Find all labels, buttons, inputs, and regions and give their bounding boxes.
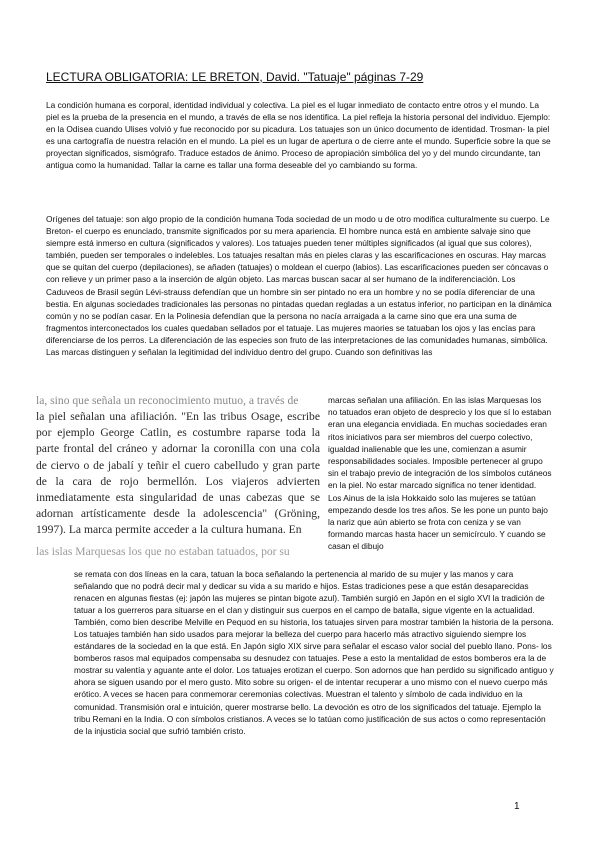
clipping-top-cut-line: la, sino que señala un reconocimiento mutuo, a través de <box>36 394 299 407</box>
paragraph-intro: La condición humana es corporal, identidad individual y colectiva. La piel es el lugar inmediato de contacto entre otros y el mundo. La piel es la prueba de la presencia en el mundo, a través de ella se nos identifica. La piel refleja la historia personal del individuo. Ejemplo: en la Odisea cuando Ulises volvió y fue reconocido por su picadura. Los tatuajes son un único documento de identidad. Trosman- la piel es una cartografía de nuestra relación en el mundo. La piel es un lugar de apertura o de cierre ante el mundo. Superficie sobre la que se proyectan significados, sismógrafo. Traduce estados de ánimo. Proceso de apropiación simbólica del yo y del mundo circundante, tan antigua como la humanidad. Tallar la carne es tallar una forma deseable del yo cambiando su forma. <box>46 100 551 171</box>
paragraph-origins: Orígenes del tatuaje: son algo propio de la condición humana Toda sociedad de un modo u de otro modifica culturalmente su cuerpo. Le Breton- el cuerpo es enunciado, transmite significados por su mera apariencia. El hombre nunca está en ambiente salvaje sino que siempre está inmerso en cultura (significados y valores). Los tatuajes pueden tener múltiples significados (al igual que sus colores), también, pueden ser temporales o indelebles. Los tatuajes resaltan más en pieles claras y las escarificaciones en oscuras. Hay marcas que se quitan del cuerpo (depilaciones), se añaden (tatuajes) o moldean el cuerpo (labios). Las escarificaciones pueden ser cóncavas o con relieve y un primer paso a la inserción de algún objeto. Las marcas buscan sacar al ser humano de la indiferenciación. Los Caduveos de Brasil según Lévi-strauss defendían que un hombre sin ser pintado no era un hombre y no se podía diferenciar de una bestia. En algunas sociedades tradicionales las personas no pintadas quedan regladas a un estatus inferior, no participan en la dinámica común y no se podían casar. En la Polinesia defendían que la persona no nacía arraigada a la carne sino que era una suma de fragmentos interconectados los cuales quedaban sellados por el tatuaje. Las mujeres maories se tatuaban los ojos y las encías para diferenciarse de los perros. La diferenciación de las especies son fruto de las interpretaciones de las comunidades humanas, simbólica. Las marcas distinguen y señalan la legitimidad del individuo dentro del grupo. Cuando son definitivas las <box>46 214 552 358</box>
document-title: LECTURA OBLIGATORIA: LE BRETON, David. "Tatuaje" páginas 7-29 <box>46 70 424 84</box>
page-number: 1 <box>514 801 520 812</box>
book-clipping-image <box>28 394 320 558</box>
paragraph-right-column: marcas señalan una afiliación. En las islas Marquesas los no tatuados eran objeto de desprecio y los que sí lo estaban eran una elegancia envidiada. En muchas sociedades eran ritos iniciativos para ser miembros del cuerpo colectivo, igualdad inalienable que les une, comienzan a asumir responsabilidades sociales. Imposible pertenecer al grupo sin el trabajo previo de integración de los símbolos cutáneos en la piel. No estar marcado significa no tener identidad. Los Ainus de la isla Hokkaido solo las mujeres se tatúan empezando desde los tres años. Se les pone un punto bajo la nariz que aún abierto se frota con ceniza y se van formando marcas hasta hacer un semicírculo. Y cuando se casan el dibujo <box>328 395 552 552</box>
paragraph-traditions: se remata con dos líneas en la cara, tatuan la boca señalando la pertenencia al marido de su mujer y las manos y cara señalando que no podrá decir mal y dedicar su vida a su marido e hijos. Estas tradiciones pese a que están desaparecidas renacen en algunas fiestas (ej: japón las mujeres se pintan bigote azul). También surgió en Japón en el siglo XVI la tradición de tatuar a los guerreros para situarse en el clan y distinguir sus cuerpos en el campo de batalla, sigue vigente en la actualidad. También, como bien describe Melville en Pequod en su historia, los tatuajes sirven para mostrar también la historia de la persona. Los tatuajes también han sido usados para mejorar la belleza del cuerpo para hacerlo más atractivo siguiendo siempre los estándares de la sociedad en la que está. En Japón siglo XIX sirve para señalar el escaso valor social del pueblo llano. Pons- los bomberos rasos mal equipados compensaba su desnudez con tatuajes. Pese a esto la mentalidad de estos bomberos era la de mostrar su valentía y aguante ante el dolor. Los tatuajes erotizan el cuerpo. Son adornos que han perdido su significado antiguo y ahora se siguen usando por el mero gusto. Mito sobre su origen- el de intentar recuperar a uno mismo con el nuevo cuerpo más erótico. A veces se hacen para conmemorar ceremonias colectivas. Muestran el talento y símbolo de cada individuo en la comunidad. Transmisión oral e intuición, querer mostrarse bello. La devoción es otro de los significados del tatuaje. Ejemplo la tribu Remani en la India. O con símbolos cristianos. A veces se lo tatúan como justificación de sus actos o como representación de la injusticia social que sufrió también cristo. <box>74 569 554 736</box>
clipping-text: la piel señalan una afiliación. "En las tribus Osage, escribe por ejemplo George Catlin, es costumbre raparse toda la parte frontal del cráneo y adornar la coronilla con una cola de ciervo o de jabalí y teñir el cuero cabelludo y gran parte de la cara de rojo bermellón. Los viajeros advierten inmediatamente esta singularidad de unas cabezas que se adornan artísticamente desde la adolescencia" (Gröning, 1997). La marca permite acceder a la cultura humana. En <box>36 410 320 537</box>
clipping-bottom-cut-line: las islas Marquesas los que no estaban tatuados, por su <box>36 545 290 558</box>
